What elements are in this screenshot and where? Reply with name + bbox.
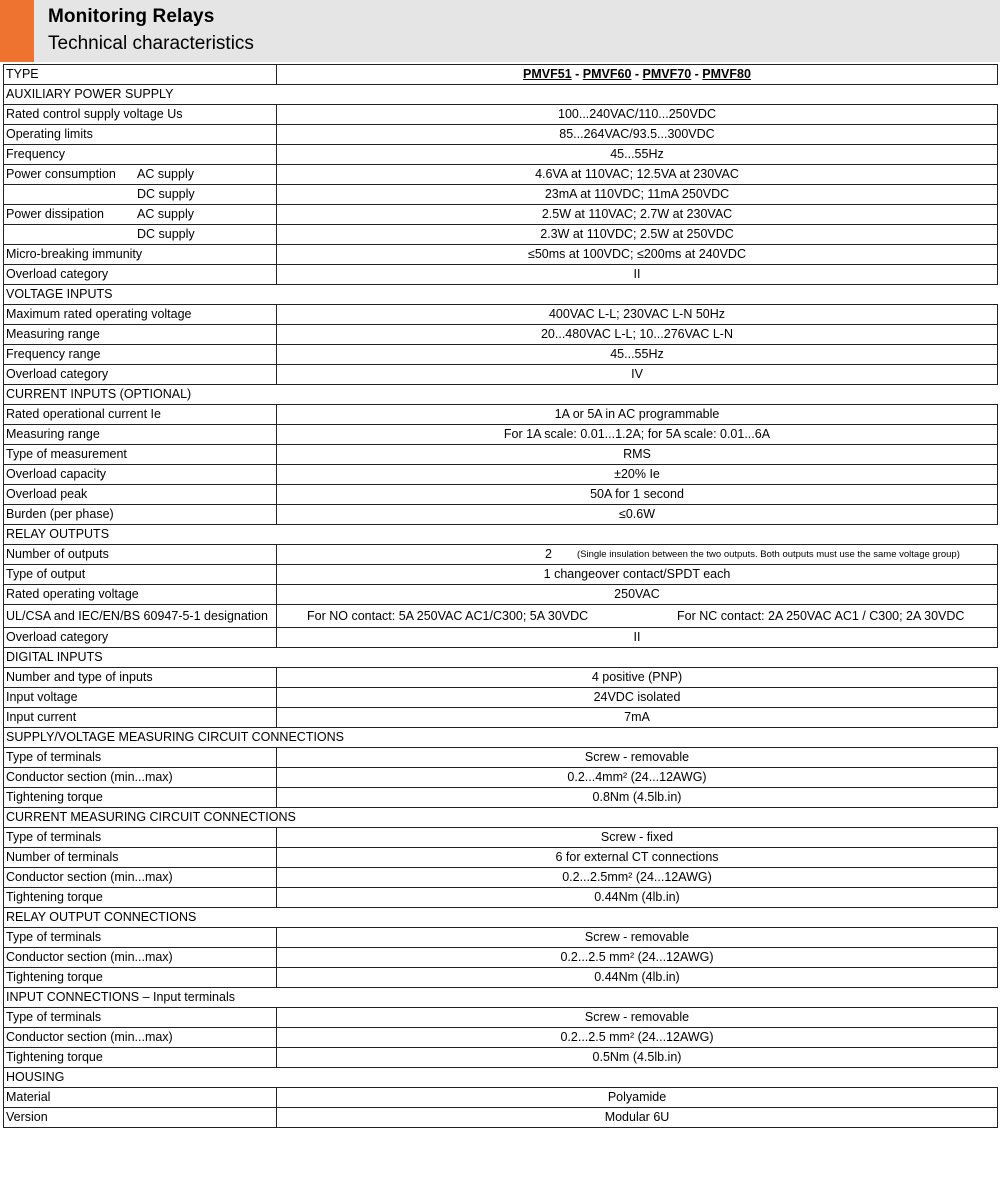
section-heading: VOLTAGE INPUTS bbox=[3, 284, 998, 305]
table-row: Tightening torque 0.44Nm (4lb.in) bbox=[3, 967, 998, 988]
table-row: Type of measurement RMS bbox=[3, 444, 998, 465]
table-row: UL/CSA and IEC/EN/BS 60947-5-1 designation For NO contact: 5A 250VAC AC1/C300; 5A 30VDC For NC contact: 2A 250VAC AC1 / C300; 2A 30VDC bbox=[3, 604, 998, 628]
table-row: Rated operating voltage 250VAC bbox=[3, 584, 998, 605]
page-subtitle: Technical characteristics bbox=[48, 33, 254, 54]
section-heading: INPUT CONNECTIONS – Input terminals bbox=[3, 987, 998, 1008]
table-row: Tightening torque 0.44Nm (4lb.in) bbox=[3, 887, 998, 908]
section-heading: CURRENT INPUTS (OPTIONAL) bbox=[3, 384, 998, 405]
table-row: Input voltage 24VDC isolated bbox=[3, 687, 998, 708]
table-row: Measuring range 20...480VAC L-L; 10...276VAC L-N bbox=[3, 324, 998, 345]
table-row: Conductor section (min...max) 0.2...4mm² (24...12AWG) bbox=[3, 767, 998, 788]
table-row: Conductor section (min...max) 0.2...2.5mm² (24...12AWG) bbox=[3, 867, 998, 888]
table-row: Overload capacity ±20% Ie bbox=[3, 464, 998, 485]
spec-table bbox=[3, 65, 998, 1128]
table-row: Conductor section (min...max) 0.2...2.5 mm² (24...12AWG) bbox=[3, 947, 998, 968]
section-heading: AUXILIARY POWER SUPPLY bbox=[3, 84, 998, 105]
header-accent-bar bbox=[0, 0, 34, 62]
table-row: Maximum rated operating voltage 400VAC L-L; 230VAC L-N 50Hz bbox=[3, 304, 998, 325]
table-row: Power dissipation AC supply 2.5W at 110VAC; 2.7W at 230VAC bbox=[3, 204, 998, 225]
table-row: Overload category II bbox=[3, 627, 998, 648]
table-row: Operating limits 85...264VAC/93.5...300VDC bbox=[3, 124, 998, 145]
table-row: Overload category II bbox=[3, 264, 998, 285]
table-row: Type of output 1 changeover contact/SPDT each bbox=[3, 564, 998, 585]
table-row: Rated control supply voltage Us 100...240VAC/110...250VDC bbox=[3, 104, 998, 125]
model-3: PMVF70 bbox=[642, 67, 692, 81]
model-2: PMVF60 bbox=[582, 67, 632, 81]
table-row: Overload peak 50A for 1 second bbox=[3, 484, 998, 505]
table-row: Overload category IV bbox=[3, 364, 998, 385]
table-row: DC supply 23mA at 110VDC; 11mA 250VDC bbox=[3, 184, 998, 205]
model-4: PMVF80 bbox=[702, 67, 751, 81]
page-title: Monitoring Relays bbox=[48, 6, 215, 27]
section-heading: RELAY OUTPUTS bbox=[3, 524, 998, 545]
table-row: Input current 7mA bbox=[3, 707, 998, 728]
table-row: Power consumption AC supply 4.6VA at 110VAC; 12.5VA at 230VAC bbox=[3, 164, 998, 185]
table-row: Version Modular 6U bbox=[3, 1107, 998, 1128]
table-row: Micro-breaking immunity ≤50ms at 100VDC; ≤200ms at 240VDC bbox=[3, 244, 998, 265]
table-row: Type of terminals Screw - removable bbox=[3, 1007, 998, 1028]
table-row: Number of outputs 2 (Single insulation between the two outputs. Both outputs must use the same voltage group) bbox=[3, 544, 998, 565]
table-row: Type of terminals Screw - removable bbox=[3, 927, 998, 948]
type-value: PMVF51 - PMVF60 - PMVF70 - PMVF80 bbox=[277, 65, 998, 84]
table-row: DC supply 2.3W at 110VDC; 2.5W at 250VDC bbox=[3, 224, 998, 245]
section-heading: DIGITAL INPUTS bbox=[3, 647, 998, 668]
section-heading: HOUSING bbox=[3, 1067, 998, 1088]
table-row: Material Polyamide bbox=[3, 1087, 998, 1108]
model-1: PMVF51 bbox=[523, 67, 572, 81]
section-heading: CURRENT MEASURING CIRCUIT CONNECTIONS bbox=[3, 807, 998, 828]
table-row: Conductor section (min...max) 0.2...2.5 mm² (24...12AWG) bbox=[3, 1027, 998, 1048]
table-row: Rated operational current Ie 1A or 5A in AC programmable bbox=[3, 404, 998, 425]
table-row: Number of terminals 6 for external CT connections bbox=[3, 847, 998, 868]
section-heading: RELAY OUTPUT CONNECTIONS bbox=[3, 907, 998, 928]
table-row: Burden (per phase) ≤0.6W bbox=[3, 504, 998, 525]
table-row: Tightening torque 0.5Nm (4.5lb.in) bbox=[3, 1047, 998, 1068]
table-row: Frequency range 45...55Hz bbox=[3, 344, 998, 365]
table-row: Type of terminals Screw - fixed bbox=[3, 827, 998, 848]
table-row-type bbox=[3, 64, 998, 85]
table-row: Number and type of inputs 4 positive (PNP) bbox=[3, 667, 998, 688]
type-label: TYPE bbox=[3, 65, 277, 84]
page-header bbox=[0, 0, 1000, 62]
table-row: Measuring range For 1A scale: 0.01...1.2A; for 5A scale: 0.01...6A bbox=[3, 424, 998, 445]
section-heading: SUPPLY/VOLTAGE MEASURING CIRCUIT CONNECTIONS bbox=[3, 727, 998, 748]
table-row: Frequency 45...55Hz bbox=[3, 144, 998, 165]
table-row: Type of terminals Screw - removable bbox=[3, 747, 998, 768]
table-row: Tightening torque 0.8Nm (4.5lb.in) bbox=[3, 787, 998, 808]
